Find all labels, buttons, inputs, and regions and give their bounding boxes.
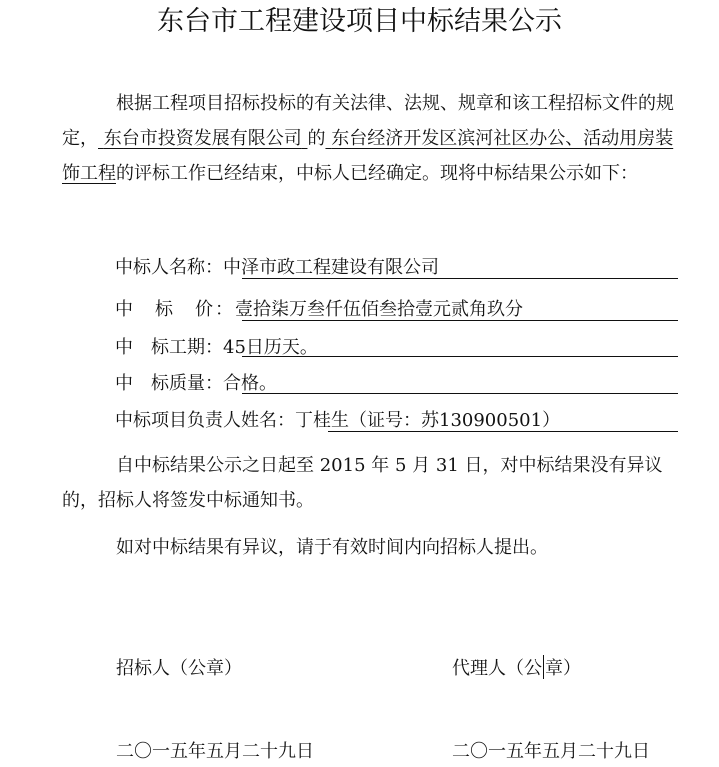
document-title: 东台市工程建设项目中标结果公示 [157,6,562,37]
winner-field [115,252,439,284]
intro-text-2: 的 [307,128,326,149]
tenderer-name: 东台市投资发展有限公司 [103,128,302,149]
notice-paragraph: 自中标结果公示之日起至 2015 年 5 月 31 日，对中标结果没有异议的，招标人将签发中标通知书。 [62,455,663,511]
quality-underline [242,393,678,394]
text-cursor [543,655,544,679]
quality-label: 中 标质量： [115,373,223,394]
tenderer-date: 二〇一五年五月二十九日 [116,741,314,762]
manager-field [115,405,560,437]
price-field [115,294,523,326]
price-underline [242,320,678,321]
winner-underline [242,278,678,279]
period-label: 中 标工期： [115,337,223,358]
intro-text-1: 根据工程项目招标投标的有关法律、法规、规章和该工程招标文件的规定， [62,93,674,149]
period-field [115,332,318,364]
manager-underline [328,431,678,432]
project-name: 东台经济开发区滨河社区办公、活动用房装饰工程 [62,128,674,184]
price-value: 壹拾柒万叁仟伍佰叁拾壹元贰角玖分 [235,299,523,320]
intro-text-3: 的评标工作已经结束，中标人已经确定。现将中标结果公示如下： [116,163,638,184]
manager-value: 丁桂生（证号：苏130900501） [295,410,561,431]
agent-seal-label: 代理人（公 章） [452,654,581,684]
quality-field [115,368,277,400]
winner-value: 中泽市政工程建设有限公司 [223,257,439,278]
period-value: 45日历天。 [223,337,318,358]
agent-date: 二〇一五年五月二十九日 [452,741,650,762]
objection-paragraph: 如对中标结果有异议，请于有效时间内向招标人提出。 [116,537,548,558]
period-underline [242,356,678,357]
price-label: 中 标 价： [115,299,235,320]
tenderer-seal-label: 招标人（公章） [116,658,242,679]
winner-label: 中标人名称： [115,257,223,278]
manager-label: 中标项目负责人姓名： [115,410,295,431]
intro-paragraph [62,86,682,191]
quality-value: 合格。 [223,373,277,394]
